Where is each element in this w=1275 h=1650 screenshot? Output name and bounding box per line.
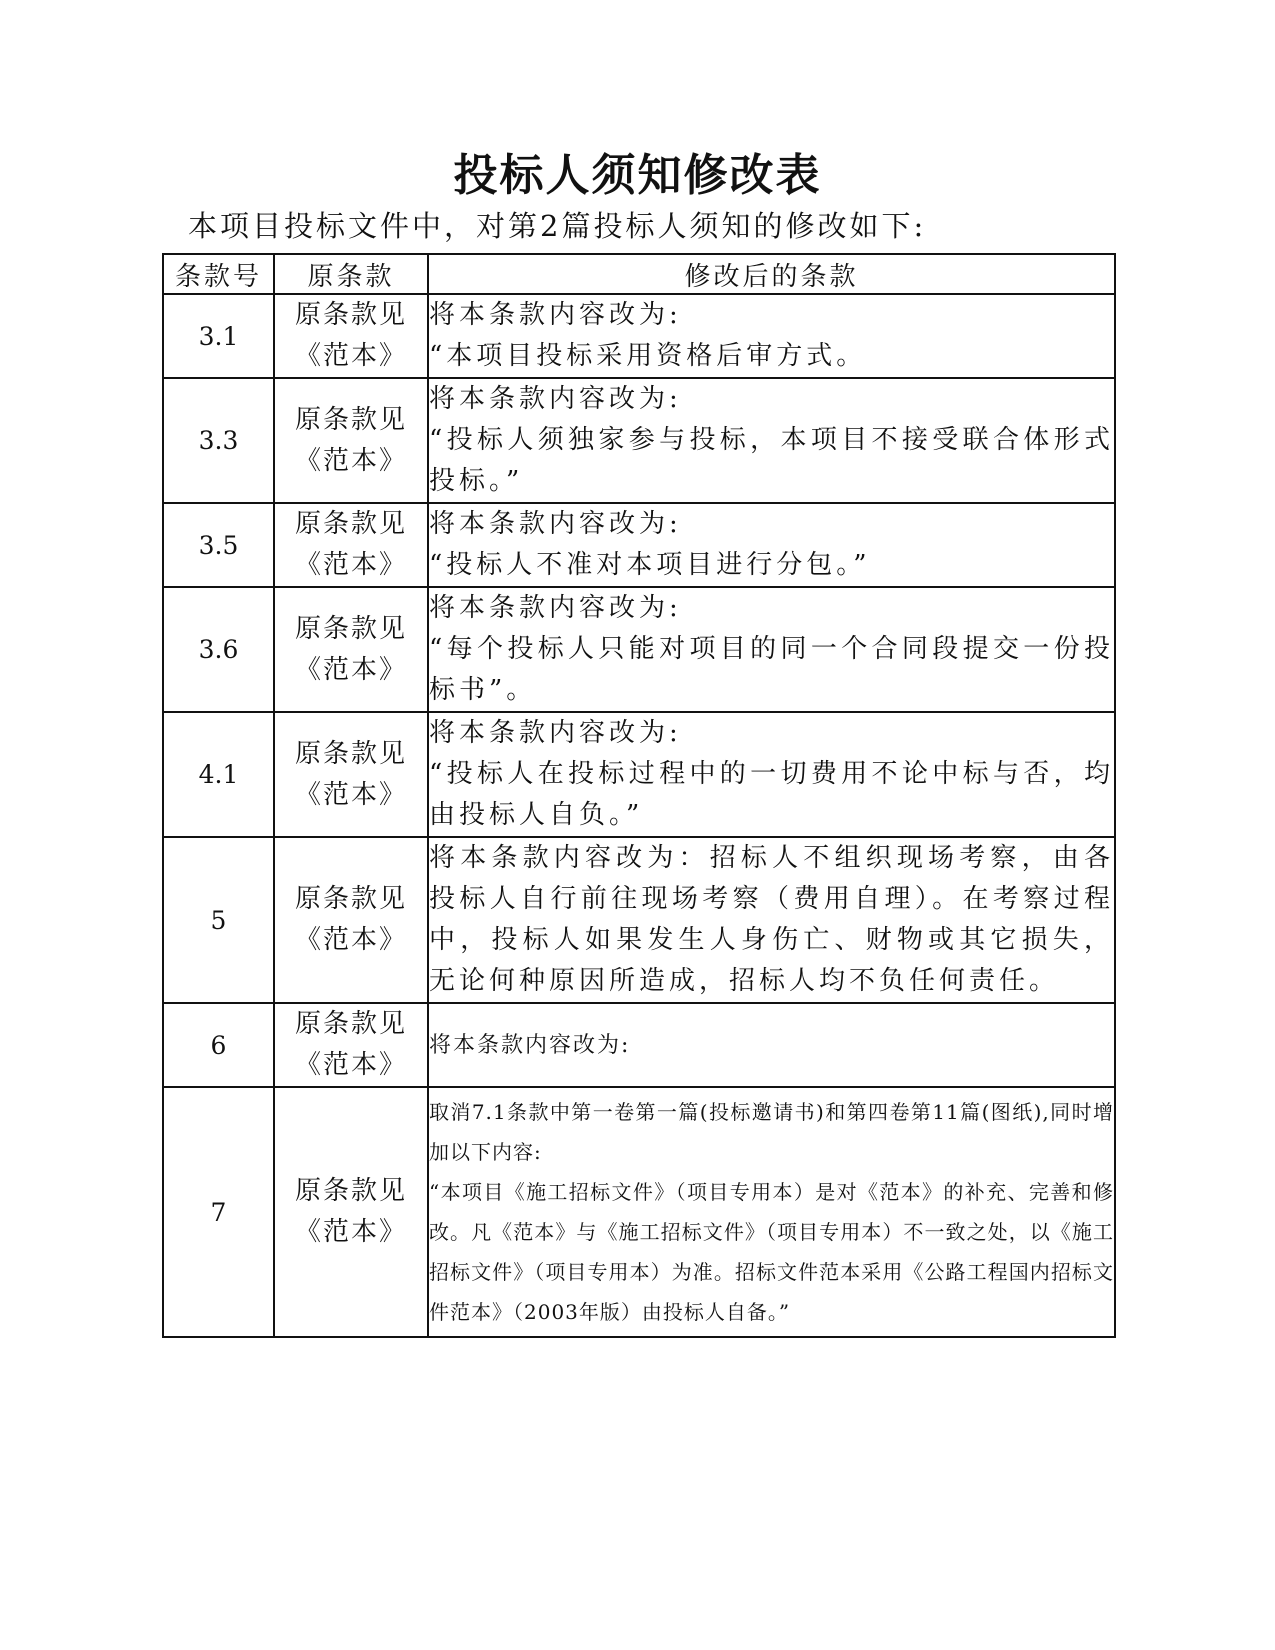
modified-clause bbox=[428, 1003, 1115, 1087]
modified-clause-line: 将本条款内容改为: bbox=[429, 593, 682, 623]
clause-number: 3.3 bbox=[163, 378, 274, 503]
original-clause bbox=[274, 503, 428, 587]
clause-number: 6 bbox=[163, 1003, 274, 1087]
modified-clause-line: 将本条款内容改为: bbox=[429, 300, 682, 330]
original-clause bbox=[274, 1087, 428, 1337]
original-clause bbox=[274, 294, 428, 378]
table-row bbox=[163, 1003, 1115, 1087]
document-title: 投标人须知修改表 bbox=[453, 150, 822, 201]
table-row bbox=[163, 503, 1115, 587]
clause-number: 3.1 bbox=[163, 294, 274, 378]
modified-clause-line: “每个投标人只能对项目的同一个合同段提交一份投标书”。 bbox=[429, 634, 1114, 705]
original-clause-line: 《范本》 bbox=[294, 1050, 407, 1080]
modified-clause bbox=[428, 712, 1115, 837]
original-clause bbox=[274, 378, 428, 503]
modified-clause-line: 将本条款内容改为: bbox=[429, 509, 682, 539]
table-header-row bbox=[163, 254, 1115, 294]
original-clause bbox=[274, 837, 428, 1003]
original-clause-line: 原条款见 bbox=[294, 509, 407, 539]
original-clause-line: 原条款见 bbox=[294, 738, 407, 769]
clause-number: 3.6 bbox=[163, 587, 274, 712]
table-row bbox=[163, 587, 1115, 712]
modified-clause bbox=[428, 503, 1115, 587]
modified-clause-line: “投标人在投标过程中的一切费用不论中标与否，均由投标人自负。” bbox=[429, 759, 1114, 830]
original-clause-line: 《范本》 bbox=[294, 779, 407, 810]
header-clause-no: 条款号 bbox=[163, 254, 274, 294]
table-row bbox=[163, 712, 1115, 837]
clause-number: 4.1 bbox=[163, 712, 274, 837]
original-clause-line: 《范本》 bbox=[294, 925, 407, 955]
original-clause-line: 原条款见 bbox=[294, 884, 407, 914]
original-clause-line: 原条款见 bbox=[294, 1009, 407, 1039]
original-clause-line: 《范本》 bbox=[294, 1217, 407, 1247]
modified-clause-line: 将本条款内容改为: bbox=[429, 718, 682, 748]
original-clause-line: 《范本》 bbox=[294, 550, 407, 580]
modified-clause bbox=[428, 587, 1115, 712]
original-clause-line: 原条款见 bbox=[294, 1176, 407, 1206]
modified-clause-line: 将本条款内容改为: bbox=[429, 384, 682, 414]
table-row bbox=[163, 378, 1115, 503]
modified-clause bbox=[428, 294, 1115, 378]
clause-number: 3.5 bbox=[163, 503, 274, 587]
table-row bbox=[163, 294, 1115, 378]
original-clause-line: 《范本》 bbox=[294, 445, 407, 476]
original-clause-line: 《范本》 bbox=[294, 341, 407, 371]
clause-number: 7 bbox=[163, 1087, 274, 1337]
clause-number: 5 bbox=[163, 837, 274, 1003]
original-clause-line: 《范本》 bbox=[294, 654, 407, 685]
modified-clause bbox=[428, 1087, 1115, 1337]
intro-text: 本项目投标文件中，对第2篇投标人须知的修改如下: bbox=[188, 209, 927, 243]
modified-clause-line: “投标人不准对本项目进行分包。” bbox=[429, 550, 871, 580]
original-clause bbox=[274, 587, 428, 712]
original-clause bbox=[274, 712, 428, 837]
header-modified-clause: 修改后的条款 bbox=[428, 254, 1115, 294]
modified-clause-line: 取消7.1条款中第一卷第一篇(投标邀请书)和第四卷第11篇(图纸),同时增加以下内容: bbox=[429, 1100, 1114, 1164]
modified-clause-line: “本项目投标采用资格后审方式。 bbox=[429, 341, 867, 371]
header-original-clause: 原条款 bbox=[274, 254, 428, 294]
original-clause-line: 原条款见 bbox=[294, 404, 407, 435]
original-clause bbox=[274, 1003, 428, 1087]
modified-clause bbox=[428, 837, 1115, 1003]
original-clause-line: 原条款见 bbox=[294, 613, 407, 644]
modified-clause-line: “投标人须独家参与投标，本项目不接受联合体形式投标。” bbox=[429, 425, 1114, 496]
clause-table bbox=[162, 253, 1116, 1338]
modified-clause bbox=[428, 378, 1115, 503]
modified-clause-line: 将本条款内容改为：招标人不组织现场考察，由各投标人自行前往现场考察（费用自理）。在考察过程中，投标人如果发生人身伤亡、财物或其它损失，无论何种原因所造成，招标人均不负任何责任。 bbox=[429, 843, 1114, 996]
original-clause-line: 原条款见 bbox=[294, 300, 407, 330]
table-row bbox=[163, 1087, 1115, 1337]
modified-clause-line: “本项目《施工招标文件》（项目专用本）是对《范本》的补充、完善和修改。凡《范本》与《施工招标文件》（项目专用本）不一致之处，以《施工招标文件》（项目专用本）为准。招标文件范本采用《公路工程国内招标文件范本》（2003年版）由投标人自备。” bbox=[429, 1180, 1114, 1324]
table-row bbox=[163, 837, 1115, 1003]
modified-clause-line: 将本条款内容改为: bbox=[429, 1032, 631, 1058]
